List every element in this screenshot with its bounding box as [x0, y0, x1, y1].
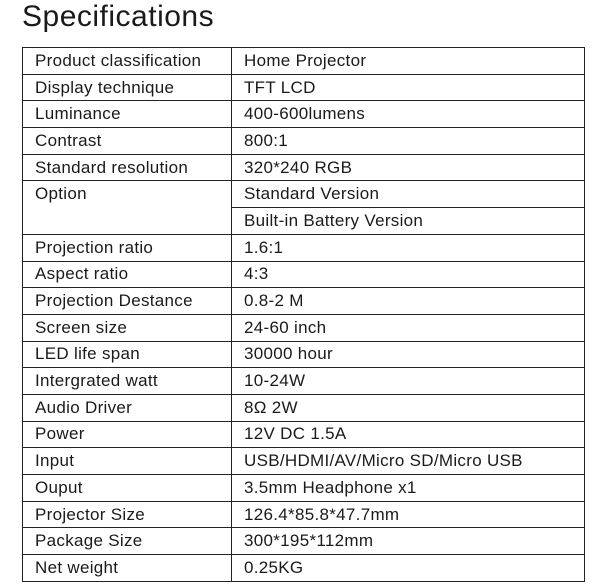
- spec-value: Home Projector: [232, 48, 585, 75]
- table-row: [23, 475, 585, 502]
- spec-value: 24-60 inch: [232, 314, 585, 341]
- spec-label: Display technique: [23, 74, 232, 101]
- table-row: [23, 448, 585, 475]
- spec-value: 300*195*112mm: [232, 528, 585, 555]
- spec-value: 0.25KG: [232, 555, 585, 582]
- spec-value: USB/HDMI/AV/Micro SD/Micro USB: [232, 448, 585, 475]
- spec-label: Screen size: [23, 314, 232, 341]
- table-row: [23, 128, 585, 155]
- spec-value: 1.6:1: [232, 234, 585, 261]
- spec-label: Ouput: [23, 475, 232, 502]
- spec-label: Standard resolution: [23, 154, 232, 181]
- table-row: [23, 528, 585, 555]
- spec-value: 126.4*85.8*47.7mm: [232, 501, 585, 528]
- spec-label: Projection ratio: [23, 234, 232, 261]
- spec-value: 8Ω 2W: [232, 394, 585, 421]
- table-row: [23, 234, 585, 261]
- spec-value: Built-in Battery Version: [232, 208, 585, 235]
- spec-table-body: [23, 48, 585, 582]
- spec-label: Luminance: [23, 101, 232, 128]
- spec-value: TFT LCD: [232, 74, 585, 101]
- spec-label: Aspect ratio: [23, 261, 232, 288]
- table-row: [23, 501, 585, 528]
- spec-table: [22, 47, 585, 582]
- spec-label: Projector Size: [23, 501, 232, 528]
- table-row: [23, 181, 585, 208]
- spec-value: 3.5mm Headphone x1: [232, 475, 585, 502]
- spec-label: Audio Driver: [23, 394, 232, 421]
- table-row: [23, 341, 585, 368]
- table-row: [23, 394, 585, 421]
- table-row: [23, 101, 585, 128]
- spec-value: 12V DC 1.5A: [232, 421, 585, 448]
- spec-label: Intergrated watt: [23, 368, 232, 395]
- spec-value: 30000 hour: [232, 341, 585, 368]
- spec-value: 320*240 RGB: [232, 154, 585, 181]
- spec-label: Input: [23, 448, 232, 475]
- table-row: [23, 261, 585, 288]
- table-row: [23, 48, 585, 75]
- spec-label: Product classification: [23, 48, 232, 75]
- spec-label: Package Size: [23, 528, 232, 555]
- table-row: [23, 368, 585, 395]
- spec-value: 10-24W: [232, 368, 585, 395]
- page-title: Specifications: [22, 0, 215, 33]
- spec-label: Contrast: [23, 128, 232, 155]
- table-row: [23, 154, 585, 181]
- spec-label: Projection Destance: [23, 288, 232, 315]
- spec-value: Standard Version: [232, 181, 585, 208]
- table-row: [23, 74, 585, 101]
- spec-label: LED life span: [23, 341, 232, 368]
- table-row: [23, 314, 585, 341]
- spec-value: 0.8-2 M: [232, 288, 585, 315]
- spec-value: 800:1: [232, 128, 585, 155]
- spec-label: Option: [23, 181, 232, 234]
- spec-label: Net weight: [23, 555, 232, 582]
- table-row: [23, 288, 585, 315]
- table-row: [23, 555, 585, 582]
- spec-label: Power: [23, 421, 232, 448]
- spec-value: 400-600lumens: [232, 101, 585, 128]
- table-row: [23, 421, 585, 448]
- spec-value: 4:3: [232, 261, 585, 288]
